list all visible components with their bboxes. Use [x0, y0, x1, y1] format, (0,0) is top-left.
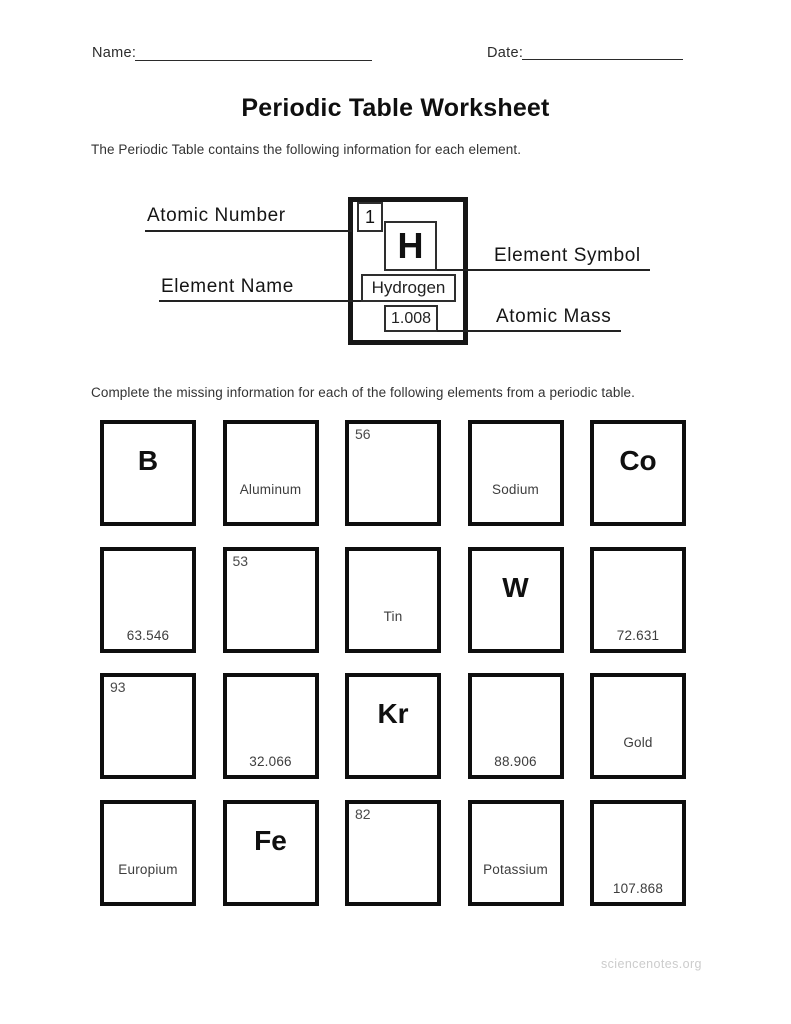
page-title: Periodic Table Worksheet	[241, 94, 550, 122]
example-atomic-number: 1	[364, 206, 375, 227]
element-box	[100, 547, 196, 653]
atomic-mass-label: Atomic Mass	[496, 306, 612, 327]
element-box	[100, 420, 196, 526]
element-box	[345, 800, 441, 906]
example-atomic-number-box	[357, 202, 383, 232]
element-box	[345, 420, 441, 526]
atomic-number-value: 53	[232, 552, 249, 569]
name-blank-line	[135, 60, 372, 61]
element-name-label: Element Name	[161, 276, 294, 297]
atomic-mass-pointer-line	[437, 330, 621, 332]
element-symbol-value: W	[502, 571, 529, 603]
element-box	[345, 673, 441, 779]
example-mass: 1.008	[390, 309, 432, 327]
atomic-number-value: 56	[355, 426, 371, 442]
example-mass-box	[384, 305, 438, 332]
date-blank-line	[522, 59, 683, 60]
element-box	[590, 800, 686, 906]
element-symbol-value: Co	[619, 445, 657, 476]
date-label: Date:	[487, 45, 524, 61]
element-box	[223, 547, 319, 653]
element-box	[468, 420, 564, 526]
atomic-mass-value: 72.631	[616, 627, 660, 643]
atomic-mass-value: 63.546	[126, 627, 170, 643]
atomic-number-label: Atomic Number	[147, 205, 286, 226]
element-name-value: Tin	[383, 608, 403, 624]
element-box	[100, 673, 196, 779]
element-box	[345, 547, 441, 653]
atomic-mass-value: 88.906	[494, 754, 537, 770]
footer-credit: sciencenotes.org	[601, 957, 702, 971]
element-box	[223, 420, 319, 526]
instructions-text: Complete the missing information for each of the following elements from a periodic table.	[91, 385, 636, 400]
element-name-pointer-line	[159, 300, 361, 302]
element-box	[223, 673, 319, 779]
element-symbol-value: B	[137, 445, 159, 476]
element-symbol-label: Element Symbol	[494, 245, 641, 266]
intro-text: The Periodic Table contains the following information for each element.	[91, 142, 522, 157]
element-box	[468, 547, 564, 653]
atomic-mass-value: 107.868	[612, 880, 664, 896]
name-label: Name:	[92, 45, 137, 61]
element-box	[100, 800, 196, 906]
example-symbol: H	[397, 225, 424, 266]
atomic-number-value: 93	[110, 679, 126, 696]
element-box	[223, 800, 319, 906]
element-box	[590, 547, 686, 653]
elements-grid	[100, 420, 686, 906]
example-symbol-box	[384, 221, 437, 271]
element-name-value: Gold	[623, 735, 653, 751]
element-box	[590, 420, 686, 526]
element-name-value: Sodium	[492, 482, 539, 497]
atomic-number-pointer-line	[145, 230, 352, 232]
element-box	[590, 673, 686, 779]
atomic-number-value: 82	[355, 805, 371, 822]
element-name-value: Europium	[118, 861, 178, 877]
element-box	[468, 673, 564, 779]
example-name: Hydrogen	[371, 278, 446, 297]
element-name-value: Aluminum	[239, 482, 302, 497]
element-name-value: Potassium	[483, 861, 548, 877]
element-symbol-pointer-line	[437, 269, 650, 271]
atomic-mass-value: 32.066	[249, 754, 292, 770]
element-box	[468, 800, 564, 906]
element-symbol-value: Kr	[377, 698, 409, 730]
element-symbol-value: Fe	[254, 824, 287, 856]
example-name-box	[361, 274, 456, 302]
